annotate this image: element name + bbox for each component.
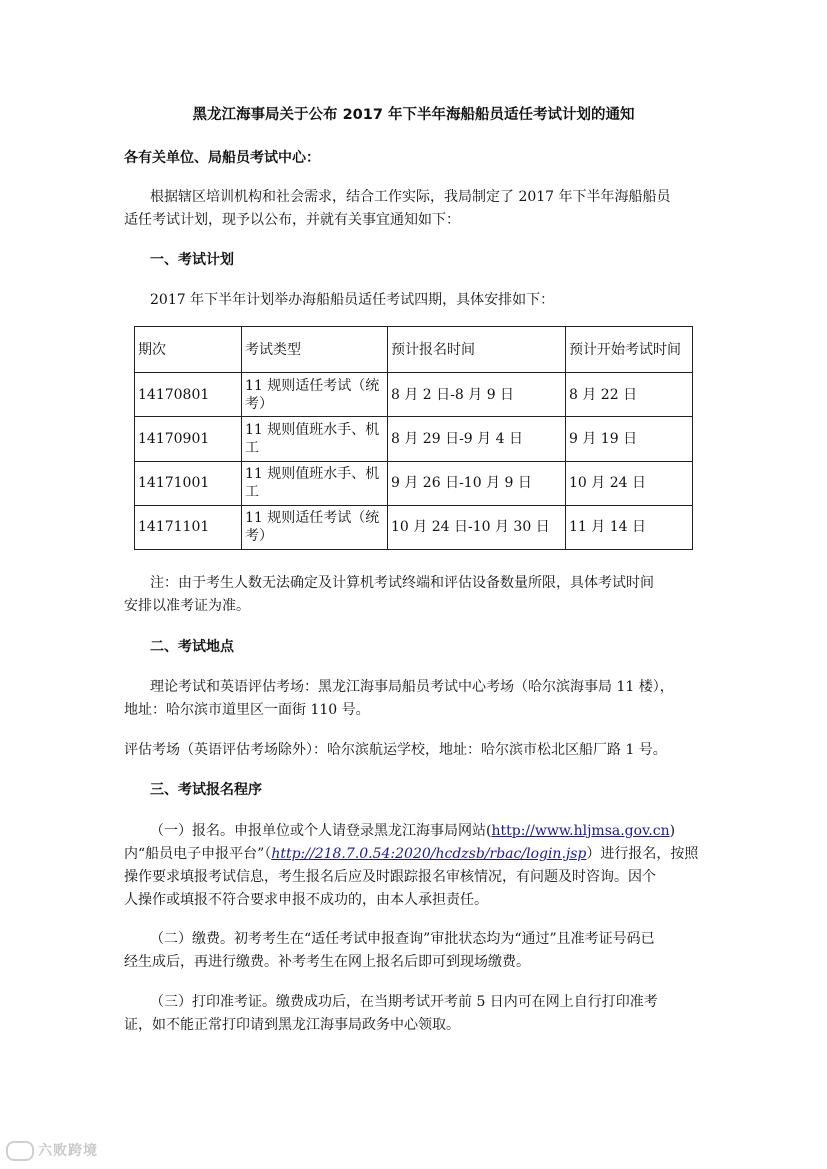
cell-registration: 9 月 26 日-10 月 9 日 — [388, 461, 566, 505]
header-cell-registration: 预计报名时间 — [388, 327, 566, 373]
intro-line-1: 根据辖区培训机构和社会需求，结合工作实际，我局制定了 2017 年下半年海船船员 — [150, 189, 671, 205]
header-cell-type: 考试类型 — [242, 327, 388, 373]
section2-heading: 二、考试地点 — [150, 639, 234, 655]
section2-p1-line-1: 理论考试和英语评估考场：黑龙江海事局船员考试中心考场（哈尔滨海事局 11 楼）， — [150, 679, 674, 695]
item3-line-1: （三）打印准考证。缴费成功后，在当期考试开考前 5 日内可在网上自行打印准考 — [150, 994, 658, 1010]
cell-exam-start: 9 月 19 日 — [566, 417, 693, 461]
cell-period: 14170901 — [135, 417, 242, 461]
hljmsa-website-link[interactable]: http://www.hljmsa.gov.cn — [491, 823, 670, 839]
cell-type: 11 规则值班水手、机工 — [242, 461, 388, 505]
item1-line-1 — [150, 820, 675, 840]
salutation: 各有关单位、局船员考试中心： — [124, 150, 320, 166]
note-line-2: 安排以准考证为准。 — [124, 598, 250, 614]
section2-p2: 评估考场（英语评估考场除外）：哈尔滨航运学校，地址：哈尔滨市松北区船厂路 1 号。 — [124, 742, 667, 758]
item1-line-3: 操作要求填报考试信息，考生报名后应及时跟踪报名审核情况，有问题及时咨询。因个 — [124, 869, 656, 885]
watermark-logo-icon — [6, 1141, 34, 1161]
cell-registration: 8 月 2 日-8 月 9 日 — [388, 373, 566, 417]
item1-close-paren: ) — [669, 823, 676, 839]
cell-period: 14170801 — [135, 373, 242, 417]
item1-line2-tail: ）进行报名，按照 — [586, 846, 699, 862]
intro-line-2: 适任考试计划，现予以公布，并就有关事宜通知如下： — [124, 212, 460, 228]
table-row — [135, 417, 693, 461]
header-cell-exam-start: 预计开始考试时间 — [566, 327, 693, 373]
item2-line-1: （二）缴费。初考考生在“适任考试申报查询”审批状态均为“通过”且准考证号码已 — [150, 931, 655, 947]
cell-type: 11 规则适任考试（统考） — [242, 373, 388, 417]
table-row — [135, 505, 693, 549]
header-cell-period: 期次 — [135, 327, 242, 373]
cell-exam-start: 10 月 24 日 — [566, 461, 693, 505]
item2-line-2: 经生成后，再进行缴费。补考考生在网上报名后即可到现场缴费。 — [124, 954, 530, 970]
item1-line-2 — [124, 843, 698, 863]
note-line-1: 注：由于考生人数无法确定及计算机考试终端和评估设备数量所限，具体考试时间 — [150, 575, 654, 591]
watermark-text: 六败跨境 — [38, 1143, 98, 1159]
cell-period: 14171101 — [135, 505, 242, 549]
cell-period: 14171001 — [135, 461, 242, 505]
declaration-platform-link[interactable]: http://218.7.0.54:2020/hcdzsb/rbac/login.jsp — [271, 846, 587, 862]
document-title: 黑龙江海事局关于公布 2017 年下半年海船船员适任考试计划的通知 — [192, 107, 635, 123]
item3-line-2: 证，如不能正常打印请到黑龙江海事局政务中心领取。 — [124, 1017, 460, 1033]
cell-type: 11 规则适任考试（统考） — [242, 505, 388, 549]
table-header-row — [135, 327, 693, 373]
section3-heading: 三、考试报名程序 — [150, 782, 262, 798]
item1-line-4: 人操作或填报不符合要求申报不成功的，由本人承担责任。 — [124, 892, 488, 908]
cell-registration: 10 月 24 日-10 月 30 日 — [388, 505, 566, 549]
section1-lead: 2017 年下半年计划举办海船船员适任考试四期，具体安排如下： — [150, 292, 555, 308]
section1-heading: 一、考试计划 — [150, 252, 234, 268]
table-row — [135, 461, 693, 505]
cell-type: 11 规则值班水手、机工 — [242, 417, 388, 461]
section2-p1-line-2: 地址：哈尔滨市道里区一面街 110 号。 — [124, 702, 370, 718]
cell-exam-start: 11 月 14 日 — [566, 505, 693, 549]
exam-plan-table — [134, 326, 693, 550]
watermark — [6, 1140, 98, 1161]
item1-platform-text: 内“船员电子申报平台”（ — [124, 846, 272, 862]
cell-registration: 8 月 29 日-9 月 4 日 — [388, 417, 566, 461]
cell-exam-start: 8 月 22 日 — [566, 373, 693, 417]
table-row — [135, 373, 693, 417]
item1-text: （一）报名。申报单位或个人请登录黑龙江海事局网站( — [150, 823, 492, 839]
